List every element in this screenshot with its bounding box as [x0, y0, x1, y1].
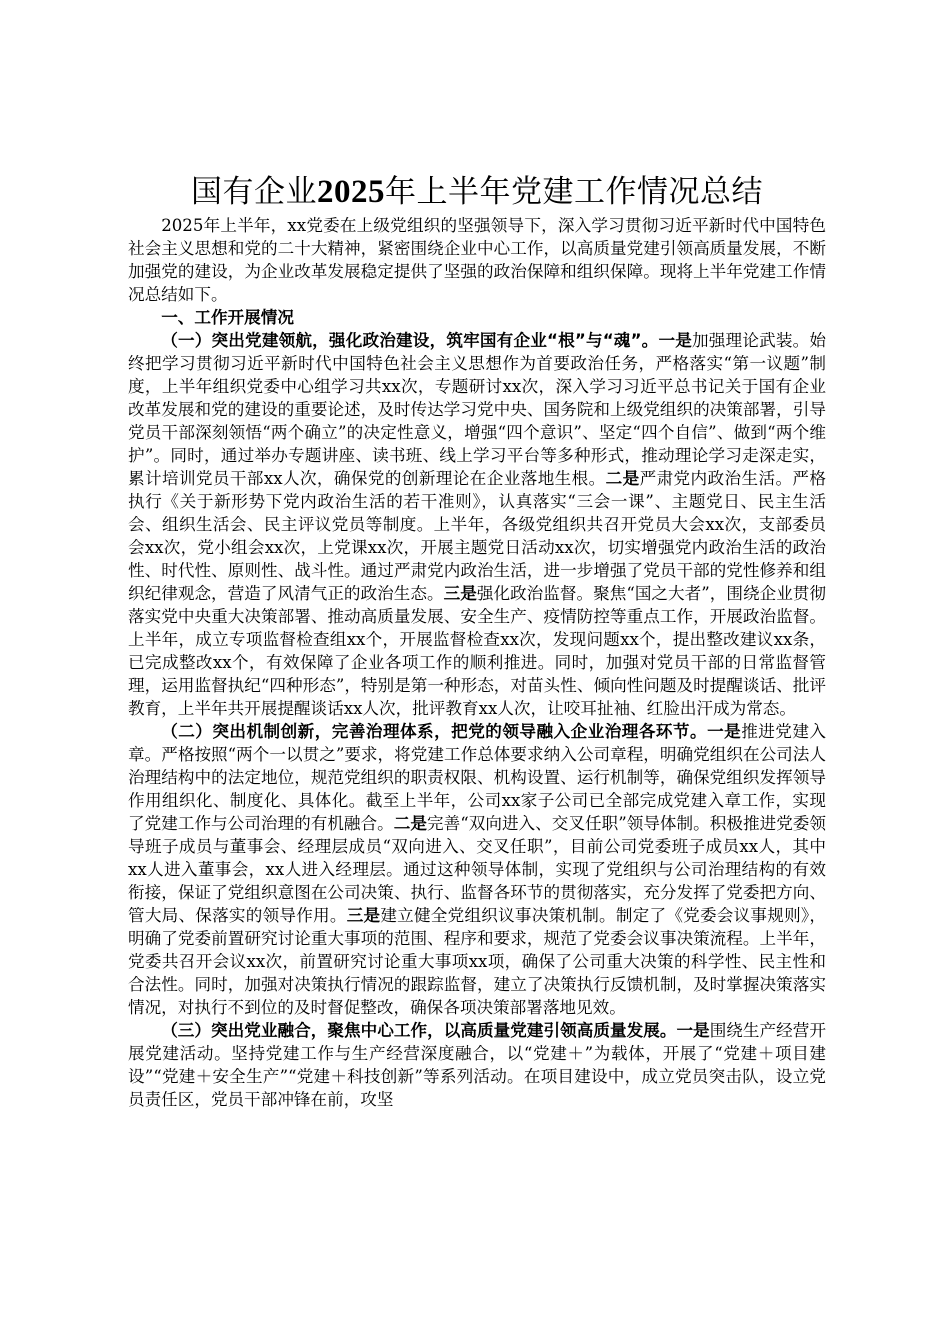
- point-2-text: 严肃党内政治生活。严格执行《关于新形势下党内政治生活的若干准则》，认真落实“三会一课”、主题党日、民主生活会、组织生活会、民主评议党员等制度。上半年，各级党组织共召开党员大会xx次，支部委员会xx次，党小组会xx次，上党课xx次，开展主题党日活动xx次，切实增强党内政治生活的政治性、时代性、原则性、战斗性。通过严肃党内政治生活，进一步增强了党员干部的党性修养和组织纪律观念，营造了风清气正的政治生态。: [128, 469, 827, 603]
- intro-paragraph: 2025年上半年，xx党委在上级党组织的坚强领导下，深入学习贯彻习近平新时代中国特色社会主义思想和党的二十大精神，紧密围绕企业中心工作，以高质量党建引领高质量发展，不断加强党的建设，为企业改革发展稳定提供了坚强的政治保障和组织保障。现将上半年党建工作情况总结如下。: [128, 216, 826, 304]
- point-3-marker: 三是: [443, 584, 477, 603]
- point-1-marker: 一是: [676, 1021, 710, 1040]
- point-1-text: 加强理论武装。始终把学习贯彻习近平新时代中国特色社会主义思想作为首要政治任务，严格落实“第一议题”制度，上半年组织党委中心组学习共xx次，专题研讨xx次，深入学习习近平总书记关于国有企业改革发展和党的建设的重要论述，及时传达学习党中央、国务院和上级党组织的决策部署，引导党员干部深刻领悟“两个确立”的决定性意义，增强“四个意识”、坚定“四个自信”、做到“两个维护”。同时，通过举办专题讲座、读书班、线上学习平台等多种形式，推动理论学习走深走实，累计培训党员干部xx人次，确保党的创新理论在企业落地生根。: [128, 331, 827, 488]
- subsection-3-heading: （三）突出党业融合，聚焦中心工作，以高质量党建引领高质量发展。: [161, 1021, 677, 1040]
- section-heading-1: 一、工作开展情况: [161, 308, 294, 327]
- point-3-marker: 三是: [346, 906, 381, 925]
- point-1-marker: 一是: [707, 722, 742, 741]
- document-title: [128, 170, 826, 214]
- title-suffix: 年上半年党建工作情况总结: [385, 174, 763, 210]
- point-3-text: 建立健全党组织议事决策机制。制定了《党委会议事规则》，明确了党委前置研究讨论重大事项的范围、程序和要求，规范了党委会议事决策流程。上半年，党委共召开会议xx次，前置研究讨论重大事项xx项，确保了公司重大决策的科学性、民主性和合法性。同时，加强对决策执行情况的跟踪监督，建立了决策执行反馈机制，及时掌握决策落实情况，对执行不到位的及时督促整改，确保各项决策部署落地见效。: [128, 906, 827, 1017]
- subsection-1-heading: （一）突出党建领航，强化政治建设，筑牢国有企业“根”与“魂”。: [161, 331, 659, 350]
- point-2-marker: 二是: [393, 814, 427, 833]
- title-year: 2025: [317, 174, 385, 210]
- point-2-marker: 二是: [605, 469, 640, 488]
- subsection-2-heading: （二）突出机制创新，完善治理体系，把党的领导融入企业治理各环节。: [161, 722, 708, 741]
- document-page: [128, 170, 826, 1111]
- point-1-marker: 一是: [658, 331, 692, 350]
- subsection-2-paragraph: [128, 720, 826, 1019]
- subsection-3-paragraph: [128, 1019, 826, 1111]
- point-1-text: 推进党建入章。严格按照“两个一以贯之”要求，将党建工作总体要求纳入公司章程，明确党组织在公司法人治理结构中的法定地位，规范党组织的职责权限、机构设置、运行机制等，确保党组织发挥领导作用组织化、制度化、具体化。截至上半年，公司xx家子公司已全部完成党建入章工作，实现了党建工作与公司治理的有机融合。: [128, 722, 827, 833]
- title-prefix: 国有企业: [191, 174, 317, 210]
- point-2-text: 完善“双向进入、交叉任职”领导体制。积极推进党委领导班子成员与董事会、经理层成员“双向进入、交叉任职”，目前公司党委班子成员xx人，其中xx人进入董事会，xx人进入经理层。通过这种领导体制，实现了党组织与公司治理结构的有效衔接，保证了党组织意图在公司决策、执行、监督各环节的贯彻落实，充分发挥了党委把方向、管大局、保落实的领导作用。: [128, 814, 827, 925]
- point-3-text: 强化政治监督。聚焦“国之大者”，围绕企业贯彻落实党中央重大决策部署、推动高质量发展、安全生产、疫情防控等重点工作，开展政治监督。上半年，成立专项监督检查组xx个，开展监督检查xx次，发现问题xx个，提出整改建议xx条，已完成整改xx个，有效保障了企业各项工作的顺利推进。同时，加强对党员干部的日常监督管理，运用监督执纪“四种形态”，特别是第一种形态，对苗头性、倾向性问题及时提醒谈话、批评教育，上半年共开展提醒谈话xx人次，批评教育xx人次，让咬耳扯袖、红脸出汗成为常态。: [128, 584, 827, 718]
- point-1-text: 围绕生产经营开展党建活动。坚持党建工作与生产经营深度融合，以“党建＋”为载体，开展了“党建＋项目建设”“党建＋安全生产”“党建＋科技创新”等系列活动。在项目建设中，成立党员突击队，设立党员责任区，党员干部冲锋在前，攻坚: [128, 1021, 827, 1109]
- subsection-1-paragraph: [128, 329, 826, 720]
